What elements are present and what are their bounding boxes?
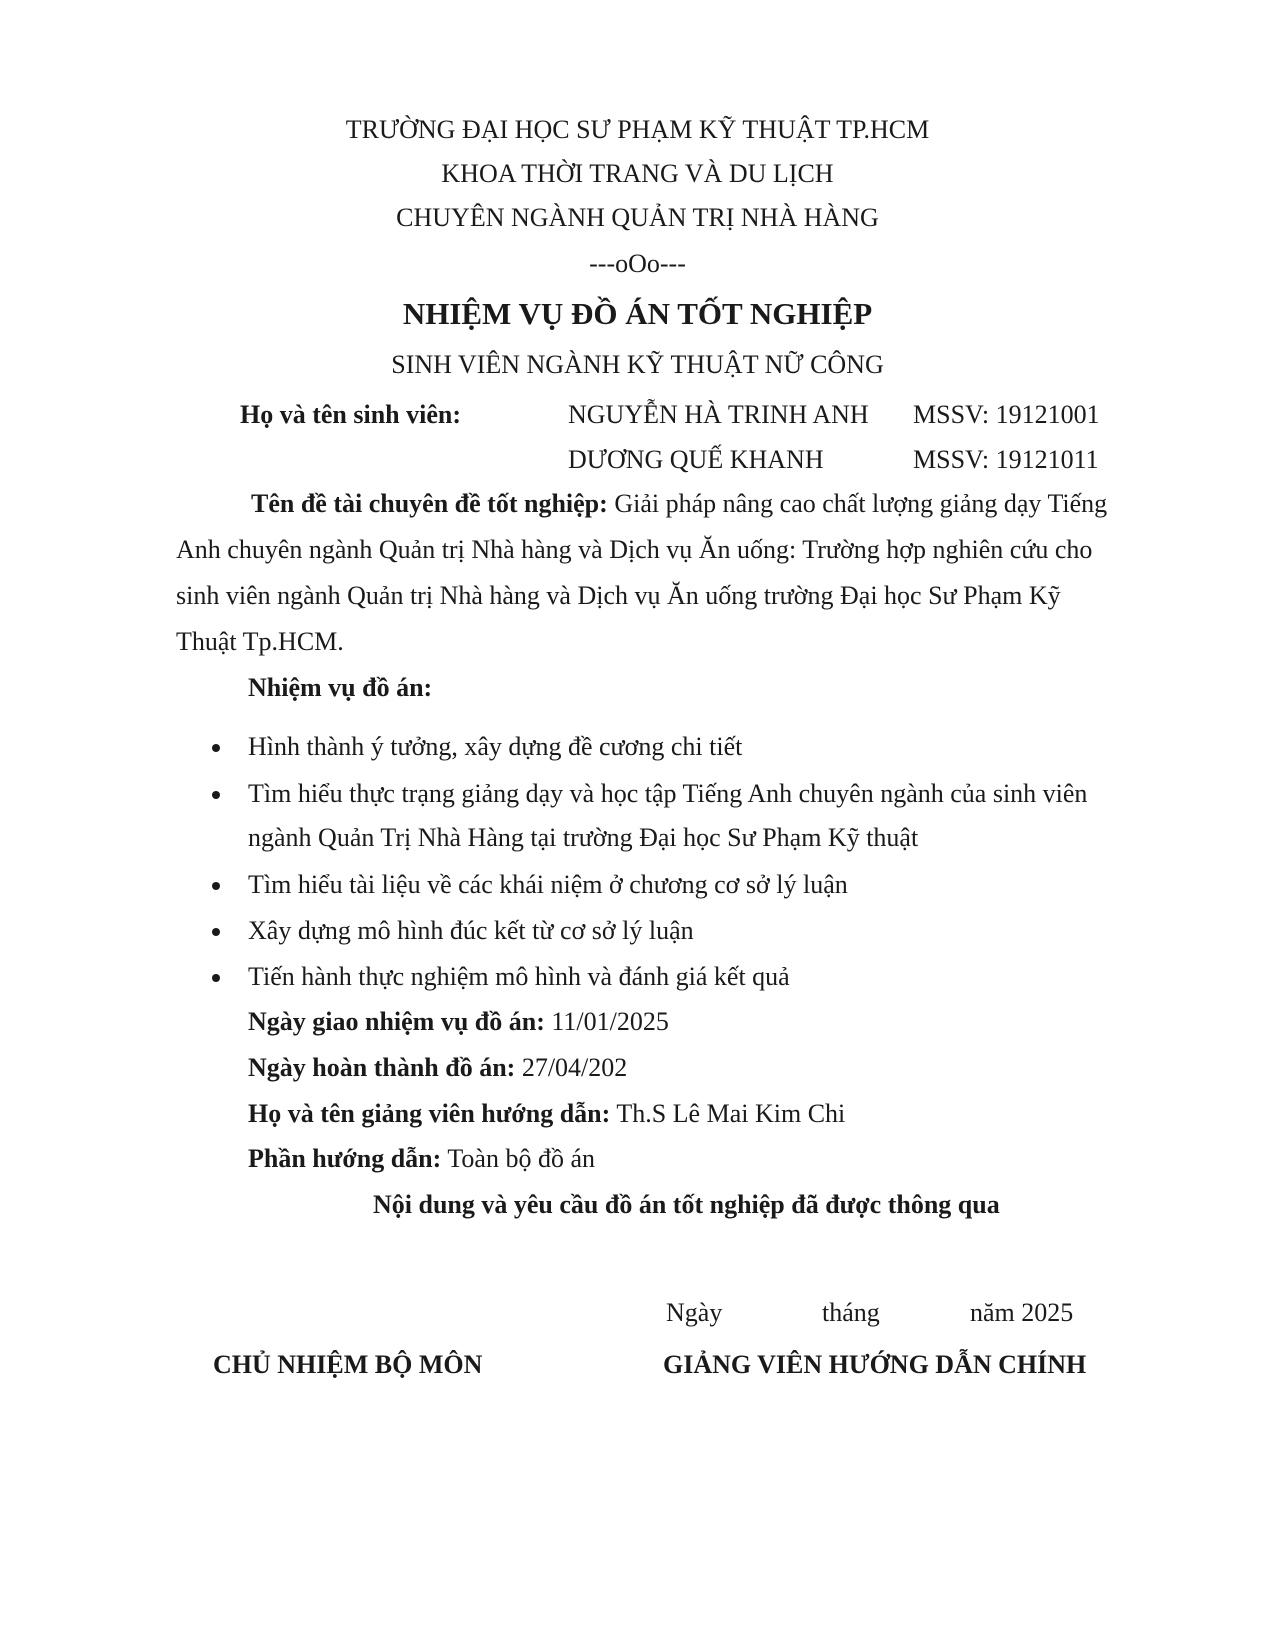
department-head-signature-label: CHỦ NHIỆM BỘ MÔN <box>213 1350 483 1379</box>
major-name: CHUYÊN NGÀNH QUẢN TRỊ NHÀ HÀNG <box>396 203 879 232</box>
page-title: NHIỆM VỤ ĐỒ ÁN TỐT NGHIỆP <box>402 296 873 331</box>
student-name-1: NGUYỄN HÀ TRINH ANH <box>568 400 869 429</box>
advisor-signature-label: GIẢNG VIÊN HƯỚNG DẪN CHÍNH <box>663 1350 1087 1379</box>
assigned-date-label: Ngày giao nhiệm vụ đồ án: <box>248 1007 545 1036</box>
scope-value: Toàn bộ đồ án <box>447 1144 595 1173</box>
task-item-2: Tìm hiểu thực trạng giảng dạy và học tập Tiếng Anh chuyên ngành của sinh viên <box>248 779 1088 808</box>
completed-date-value: 27/04/202 <box>521 1053 628 1082</box>
student-id-1: MSSV: 19121001 <box>913 400 1100 429</box>
page-subtitle: SINH VIÊN NGÀNH KỸ THUẬT NỮ CÔNG <box>391 350 884 379</box>
bullet-icon <box>212 882 220 890</box>
scope-row <box>248 1146 595 1172</box>
approval-statement: Nội dung và yêu cầu đồ án tốt nghiệp đã được thông qua <box>373 1190 1000 1219</box>
topic-label: Tên đề tài chuyên đề tốt nghiệp: <box>251 489 608 518</box>
university-name: TRƯỜNG ĐẠI HỌC SƯ PHẠM KỸ THUẬT TP.HCM <box>345 115 930 144</box>
assigned-date-value: 11/01/2025 <box>551 1007 669 1036</box>
advisor-row <box>248 1101 845 1127</box>
bullet-icon <box>212 928 220 936</box>
bullet-icon <box>212 974 220 982</box>
task-item-3: Tìm hiểu tài liệu về các khái niệm ở chương cơ sở lý luận <box>248 870 848 899</box>
faculty-name: KHOA THỜI TRANG VÀ DU LỊCH <box>441 159 834 188</box>
topic-line-3: sinh viên ngành Quản trị Nhà hàng và Dịch vụ Ăn uống trường Đại học Sư Phạm Kỹ <box>176 581 1061 610</box>
advisor-label: Họ và tên giảng viên hướng dẫn: <box>248 1099 611 1128</box>
advisor-name: Th.S Lê Mai Kim Chi <box>616 1099 846 1128</box>
topic-line-4: Thuật Tp.HCM. <box>176 627 344 656</box>
student-name-2: DƯƠNG QUẾ KHANH <box>568 445 824 474</box>
bullet-icon <box>212 744 220 752</box>
topic-line-2: Anh chuyên ngành Quản trị Nhà hàng và Dịch vụ Ăn uống: Trường hợp nghiên cứu cho <box>176 535 1093 564</box>
completed-date-label: Ngày hoàn thành đồ án: <box>248 1053 516 1082</box>
students-label: Họ và tên sinh viên: <box>240 400 462 429</box>
date-month-label: tháng <box>822 1298 880 1327</box>
date-day-label: Ngày <box>666 1298 723 1327</box>
scope-label: Phần hướng dẫn: <box>248 1144 442 1173</box>
student-id-2: MSSV: 19121011 <box>913 445 1099 474</box>
bullet-icon <box>212 791 220 799</box>
separator: ---oOo--- <box>589 249 686 278</box>
task-item-5: Tiến hành thực nghiệm mô hình và đánh giá kết quả <box>248 962 790 991</box>
tasks-label: Nhiệm vụ đồ án: <box>248 673 433 702</box>
topic-line-1 <box>251 491 1107 517</box>
topic-text-1: Giải pháp nâng cao chất lượng giảng dạy Tiếng <box>614 489 1108 518</box>
date-year-label: năm 2025 <box>970 1298 1074 1327</box>
assigned-date-row <box>248 1009 669 1035</box>
task-item-1: Hình thành ý tưởng, xây dựng đề cương chi tiết <box>248 732 743 761</box>
task-item-2-continued: ngành Quản Trị Nhà Hàng tại trường Đại học Sư Phạm Kỹ thuật <box>248 823 919 852</box>
task-item-4: Xây dựng mô hình đúc kết từ cơ sở lý luận <box>248 916 694 945</box>
completed-date-row <box>248 1055 627 1081</box>
